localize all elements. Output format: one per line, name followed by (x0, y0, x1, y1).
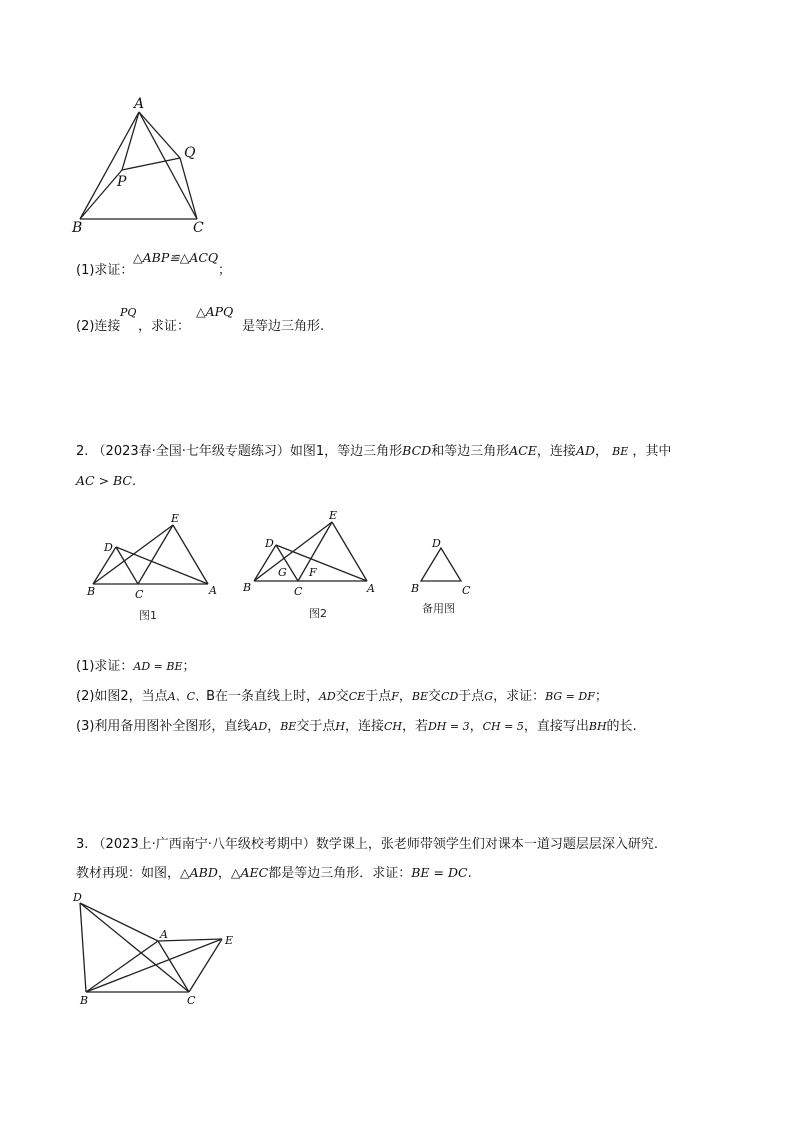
q2-t3: ， (595, 444, 609, 459)
q2-p3-m2: BE (280, 720, 297, 733)
q2-p2-h: ，求证： (493, 689, 546, 704)
label-Q: Q (184, 145, 196, 161)
q1-part1-label: (1)求证： (76, 263, 134, 278)
q2f2-label-C: C (294, 585, 303, 598)
q2f2-label-A: A (367, 582, 375, 595)
q2-p3-m6: CH = 5 (482, 720, 524, 733)
q2-p2-m2: AD (318, 690, 336, 703)
q2f2-label-D: D (265, 537, 274, 550)
q2-line2-math: AC > BC (76, 473, 132, 488)
q2-t2: ，连接 (536, 444, 576, 459)
q3-line1-text: （2023上·广西南宁·八年级校考期中）数学课上，张老师带领学生们对课本一道习题层层深入研究. (92, 837, 659, 852)
q2-p3-f: ， (469, 719, 483, 734)
q2f1-label-C: C (135, 588, 144, 601)
q2f3-label-B: B (411, 582, 420, 595)
q2f1-label-B: B (87, 585, 96, 598)
q2-p2-m1: A、C、 (167, 690, 207, 703)
q2-p2-m4: F (391, 690, 399, 703)
q2-number: 2. (76, 444, 89, 459)
q2-p3-m1: AD (250, 720, 268, 733)
q3-number: 3. (76, 837, 89, 852)
q2-t4: ，其中 (632, 444, 672, 459)
q2-p2-m7: G (484, 690, 494, 703)
q2f1-caption: 图1 (139, 609, 157, 622)
q2-p3-m4: CH (383, 720, 402, 733)
label-C: C (193, 220, 204, 236)
q3-l2-m1: △ABD (180, 865, 218, 880)
q2-m1: BCD (402, 443, 432, 458)
q1-part2-math1: PQ (120, 306, 137, 319)
q2f3-label-D: D (432, 537, 441, 550)
q1-part1-end: ； (218, 263, 232, 278)
q1-part2-mid: ，求证： (138, 319, 191, 334)
q2-p3-m5: DH = 3 (427, 720, 470, 733)
q3-l2-d: . (467, 866, 472, 881)
q2-source: （2023春·全国·七年级专题练习）如图1，等边三角形 (92, 444, 403, 459)
q3-l2-a: 教材再现：如图， (76, 866, 181, 881)
q2-p2-m5: BE (411, 690, 429, 703)
q2f3-label-C: C (462, 584, 471, 597)
q3-label-A: A (160, 928, 168, 941)
q2-p2-b: B在一条直线上时， (206, 689, 319, 704)
q2-p3-c: 交于点 (296, 719, 336, 734)
q3-label-D: D (73, 891, 82, 904)
q3-l2-b: ， (217, 866, 231, 881)
q2-m4: BE (612, 445, 629, 458)
q3-l2-m3: BE = DC (411, 865, 468, 880)
q2-p1-label: (1)求证： (76, 659, 134, 674)
q2-p3-a: (3)利用备用图补全图形，直线 (76, 719, 251, 734)
q2-p3-h: 的长. (606, 719, 637, 734)
q2f1-label-D: D (104, 541, 113, 554)
q2-p2-a: (2)如图2，当点 (76, 689, 168, 704)
q1-part1-math: △ABP≌△ACQ (133, 250, 219, 265)
q3-label-C: C (187, 994, 196, 1007)
q2f2-label-E: E (329, 509, 338, 522)
q2f3-caption: 备用图 (422, 602, 455, 615)
q2f2-label-B: B (243, 581, 252, 594)
label-P: P (117, 174, 127, 190)
q2-p3-g: ，直接写出 (523, 719, 589, 734)
q2-p3-m3: H (335, 720, 345, 733)
q2-p2-d: 于点 (365, 689, 392, 704)
q2-p2-e: ， (398, 689, 412, 704)
q2-p3-b: ， (267, 719, 281, 734)
label-A: A (134, 96, 145, 112)
label-B: B (72, 220, 83, 236)
q2f1-label-E: E (171, 512, 180, 525)
q1-part2-end: 是等边三角形. (242, 319, 325, 334)
q2-line2-end: . (132, 474, 137, 489)
q1-part2-math2: △APQ (196, 304, 234, 319)
q2-p3-d: ，连接 (344, 719, 384, 734)
q3-l2-c: 都是等边三角形．求证： (268, 866, 412, 881)
q2-p2-m8: BG = DF (545, 690, 595, 703)
q2f1-label-A: A (209, 584, 217, 597)
q2-p2-c: 交 (335, 689, 349, 704)
q2-p3-e: ，若 (401, 719, 428, 734)
q3-l2-m2: △AEC (230, 865, 269, 880)
q2f2-label-F: F (309, 566, 317, 579)
q2-p1-end: ； (182, 659, 196, 674)
q2-p2-m3: CE (348, 690, 366, 703)
q2-p1-math: AD = BE (133, 660, 183, 673)
q2f2-caption: 图2 (309, 607, 327, 620)
q2-m3: AD (575, 443, 595, 458)
q3-label-E: E (225, 934, 234, 947)
q2-t1: 和等边三角形 (431, 444, 510, 459)
q2-p2-g: 于点 (458, 689, 485, 704)
q2-p2-f: 交 (428, 689, 442, 704)
q2-p2-i: ； (594, 689, 608, 704)
q1-part2-label: (2)连接 (76, 319, 121, 334)
q2f2-label-G: G (278, 566, 287, 579)
q2-m2: ACE (509, 443, 537, 458)
q2-p3-m7: BH (588, 720, 607, 733)
q3-label-B: B (80, 994, 89, 1007)
q2-p2-m6: CD (441, 690, 459, 703)
